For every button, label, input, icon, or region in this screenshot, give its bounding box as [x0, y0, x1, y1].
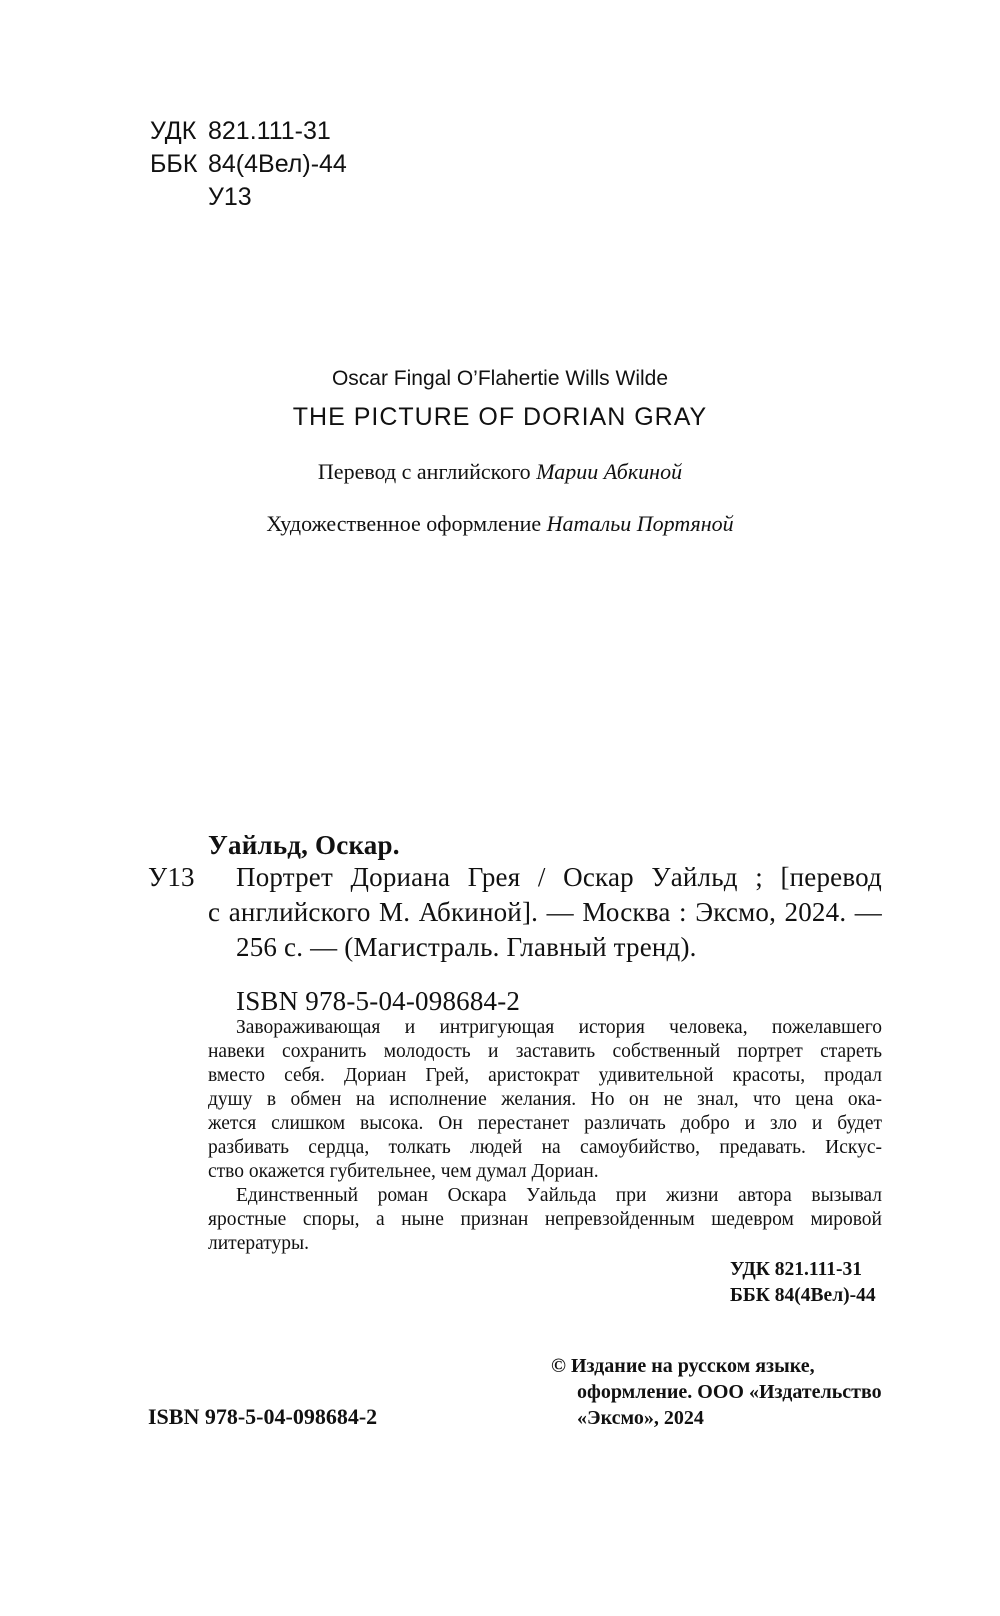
bib-heading: Уайльд, Оскар.	[208, 830, 400, 860]
copyright-line-2: оформление. ООО «Издательство	[577, 1381, 882, 1403]
annotation-line-4: душу в обмен на исполнение желания. Но он не знал, что цена ока-	[208, 1089, 882, 1110]
annotation-line-6: разбивать сердца, толкать людей на самоубийство, предавать. Искус-	[208, 1137, 882, 1158]
design-credit	[0, 511, 1000, 537]
footer-isbn: ISBN 978-5-04-098684-2	[148, 1404, 378, 1429]
bib-isbn: ISBN 978-5-04-098684-2	[236, 986, 521, 1016]
bottom-udk: УДК 821.111-31	[730, 1259, 862, 1280]
bottom-bbk: ББК 84(4Вел)-44	[730, 1285, 876, 1306]
annotation-line-7: ство окажется губительнее, чем думал Дориан.	[208, 1161, 599, 1182]
bbk-value: 84(4Вел)-44	[208, 150, 347, 178]
original-title: THE PICTURE OF DORIAN GRAY	[292, 403, 708, 431]
bib-line-1: Портрет Дориана Грея / Оскар Уайльд ; [перевод	[236, 862, 882, 892]
udk-value: 821.111-31	[208, 117, 331, 145]
annotation-line-3: вместо себя. Дориан Грей, аристократ удивительной красоты, продал	[208, 1065, 882, 1086]
bib-line-2: с английского М. Абкиной]. — Москва : Эксмо, 2024. —	[208, 897, 882, 927]
original-author: Oscar Fingal O’Flahertie Wills Wilde	[331, 367, 669, 390]
copyright-line-3: «Эксмо», 2024	[577, 1407, 704, 1429]
annotation-line-2: навеки сохранить молодость и заставить собственный портрет стареть	[208, 1041, 882, 1062]
translation-credit	[0, 459, 1000, 485]
author-sign: У13	[208, 183, 252, 211]
annotation-line-8: Единственный роман Оскара Уайльда при жизни автора вызывал	[236, 1185, 882, 1206]
annotation-line-1: Завораживающая и интригующая история человека, пожелавшего	[236, 1017, 882, 1038]
udk-label: УДК	[150, 117, 197, 145]
bbk-label: ББК	[150, 150, 198, 178]
translator-name: Марии Абкиной	[536, 459, 683, 484]
translation-label: Перевод с английского	[317, 459, 531, 484]
design-label: Художественное оформление	[266, 511, 542, 536]
annotation-line-9: яростные споры, а ныне признан непревзойденным шедевром мировой	[208, 1209, 882, 1230]
designer-name: Натальи Портяной	[546, 511, 734, 536]
annotation-line-10: литературы.	[208, 1233, 309, 1254]
bib-line-3: 256 с. — (Магистраль. Главный тренд).	[236, 932, 697, 962]
annotation-line-5: жется слишком высока. Он перестанет различать добро и зло и будет	[208, 1113, 882, 1134]
copyright-line-1: © Издание на русском языке,	[551, 1355, 815, 1377]
bib-sign: У13	[148, 862, 195, 892]
